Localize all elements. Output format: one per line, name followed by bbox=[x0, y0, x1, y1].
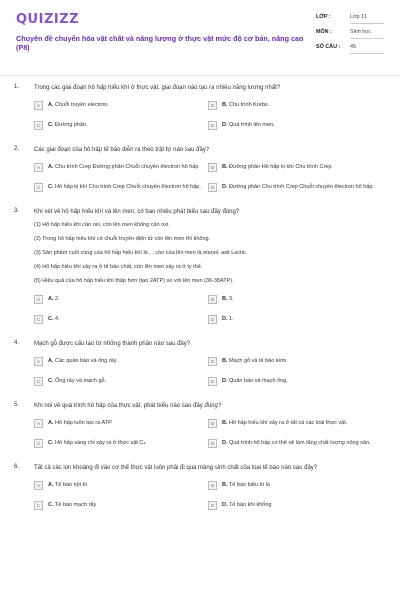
option-letter-box: B bbox=[208, 481, 217, 490]
option-text bbox=[222, 164, 339, 171]
answer-option-a[interactable] bbox=[34, 160, 208, 174]
option-letter-box: B bbox=[208, 295, 217, 304]
answer-option-a[interactable] bbox=[34, 292, 208, 306]
answer-option-c[interactable] bbox=[34, 374, 208, 388]
question-statement: (5) Hiệu quả của hô hấp hiếu khí thấp hơn (tạo 2ATP) so với lên men (36-38ATP). bbox=[34, 278, 234, 284]
option-prefix: D. bbox=[222, 183, 228, 190]
option-prefix: C. bbox=[48, 377, 54, 384]
question-text bbox=[34, 464, 382, 472]
option-text bbox=[222, 420, 353, 427]
option-prefix: C. bbox=[48, 183, 54, 190]
answer-options bbox=[34, 98, 382, 138]
option-prefix: A. bbox=[48, 419, 54, 426]
question-text-main: Khi nói về quá trình hô hấp của thực vật, phát biểu nào sau đây bbox=[34, 403, 203, 409]
option-text bbox=[48, 122, 94, 129]
option-text bbox=[222, 358, 294, 365]
answer-option-d[interactable] bbox=[208, 118, 382, 132]
option-prefix: A. bbox=[48, 481, 54, 488]
option-text bbox=[222, 482, 276, 489]
option-letter-box: C bbox=[34, 501, 43, 510]
option-prefix: B. bbox=[222, 295, 228, 302]
option-letter-box: D bbox=[208, 315, 217, 324]
option-prefix: D. bbox=[222, 377, 228, 384]
option-text bbox=[222, 502, 277, 509]
question-statement: (1) Hô hấp hiếu khí cần oxi, còn lên men không cần oxi. bbox=[34, 222, 170, 228]
question-list bbox=[0, 84, 400, 518]
option-prefix: D. bbox=[222, 121, 228, 128]
meta-row-count bbox=[316, 44, 384, 54]
question-text bbox=[34, 208, 382, 216]
question-text bbox=[34, 84, 382, 92]
meta-label: SỐ CÂU : bbox=[316, 44, 341, 50]
question-number: 6. bbox=[14, 464, 20, 470]
meta-value: 45 bbox=[350, 44, 384, 54]
question-text-main: Mạch gỗ được cấu tạo từ những thành phần nào sau đây? bbox=[34, 341, 191, 347]
question-number: 5. bbox=[14, 402, 20, 408]
answer-option-d[interactable] bbox=[208, 374, 382, 388]
option-prefix: C. bbox=[48, 501, 54, 508]
option-body: Mạch gỗ và tế bào kèm. bbox=[229, 357, 288, 364]
option-body: Chuỗi truyền electron. bbox=[55, 101, 109, 108]
option-prefix: B. bbox=[222, 481, 228, 488]
answer-option-b[interactable] bbox=[208, 98, 382, 112]
answer-options bbox=[34, 416, 382, 456]
option-prefix: C. bbox=[48, 315, 54, 322]
option-letter-box: D bbox=[208, 377, 217, 386]
option-text bbox=[48, 296, 66, 303]
answer-option-b[interactable] bbox=[208, 292, 382, 306]
option-body: Chu trình Crep Đường phân Chuỗi chuyền êlectron hô hấp bbox=[55, 163, 199, 170]
worksheet-meta bbox=[316, 14, 384, 59]
question-text-main: Trong các giai đoạn hô hấp hiếu khí ở thực vật, giai đoạn nào tạo ra nhiều năng lượng nhất? bbox=[34, 85, 281, 91]
answer-option-a[interactable] bbox=[34, 354, 208, 368]
question-text-emphasis: đúng? bbox=[204, 403, 222, 409]
option-prefix: B. bbox=[222, 419, 228, 426]
option-text bbox=[48, 164, 204, 171]
meta-row-subject bbox=[316, 29, 384, 39]
answer-option-b[interactable] bbox=[208, 478, 382, 492]
option-letter-box: C bbox=[34, 439, 43, 448]
question-text-main: Tất cả các ion khoáng đi vào cơ thể thực vật luôn phải đi qua màng sinh chất của loại tế bào nào sau đây? bbox=[34, 465, 318, 471]
option-letter-box: A bbox=[34, 101, 43, 110]
answer-option-a[interactable] bbox=[34, 478, 208, 492]
option-body: Hô hấp hiếu khí xảy ra ở tất cả các loài thực vật. bbox=[229, 419, 348, 426]
option-body: 4. bbox=[55, 315, 60, 322]
meta-label: LỚP : bbox=[316, 14, 331, 20]
option-letter-box: B bbox=[208, 419, 217, 428]
question-4 bbox=[0, 340, 400, 394]
question-1 bbox=[0, 84, 400, 138]
option-text bbox=[222, 378, 294, 385]
option-prefix: C. bbox=[48, 121, 54, 128]
option-letter-box: C bbox=[34, 121, 43, 130]
option-letter-box: B bbox=[208, 163, 217, 172]
answer-option-a[interactable] bbox=[34, 416, 208, 430]
option-text bbox=[48, 440, 152, 447]
question-statement: (4) Hô hấp hiếu khí xảy ra ở tế bào chất, còn lên men xảy ra ở ty thể. bbox=[34, 264, 203, 270]
answer-option-c[interactable] bbox=[34, 312, 208, 326]
meta-value: Sinh học bbox=[350, 29, 384, 39]
question-text-main: Khi xét về hô hấp hiếu khí và lên men, có bao nhiêu phát biểu sau đây đúng? bbox=[34, 209, 240, 215]
option-body: Tế bào biểu bì lá bbox=[228, 481, 270, 488]
header-divider bbox=[0, 75, 400, 76]
option-text bbox=[48, 316, 66, 323]
option-prefix: B. bbox=[222, 163, 228, 170]
option-body: Chu trình Krebs. bbox=[229, 101, 270, 108]
question-3 bbox=[0, 208, 400, 332]
option-body: Đường phân. bbox=[55, 121, 88, 128]
question-number: 3. bbox=[14, 208, 20, 214]
option-letter-box: D bbox=[208, 501, 217, 510]
meta-row-class bbox=[316, 14, 384, 24]
option-text bbox=[48, 378, 112, 385]
option-text bbox=[48, 358, 124, 365]
worksheet-title: Chuyên đề chuyển hóa vật chất và năng lượng ở thực vật mức độ cơ bản, nâng cao (P8) bbox=[16, 34, 304, 52]
option-body: Tế bào mạch rây bbox=[54, 501, 97, 508]
answer-option-d[interactable] bbox=[208, 180, 382, 194]
quizizz-logo: QUIZIZZ bbox=[16, 12, 80, 27]
option-text bbox=[222, 184, 380, 191]
option-letter-box: C bbox=[34, 183, 43, 192]
question-text bbox=[34, 146, 382, 154]
option-body: Hô hấp luôn tạo ra ATP. bbox=[55, 419, 113, 426]
option-body: Hô hấp sáng chỉ xảy ra ở thực vật C₄ bbox=[55, 439, 146, 446]
option-text bbox=[48, 420, 119, 427]
option-prefix: B. bbox=[222, 101, 228, 108]
answer-options bbox=[34, 292, 382, 332]
answer-options bbox=[34, 478, 382, 518]
question-number: 2. bbox=[14, 146, 20, 152]
question-2 bbox=[0, 146, 400, 200]
question-number: 1. bbox=[14, 84, 20, 90]
option-text bbox=[48, 102, 115, 109]
option-letter-box: D bbox=[208, 121, 217, 130]
answer-option-c[interactable] bbox=[34, 498, 208, 512]
answer-option-b[interactable] bbox=[208, 416, 382, 430]
answer-options bbox=[34, 354, 382, 394]
option-letter-box: D bbox=[208, 183, 217, 192]
answer-option-c[interactable] bbox=[34, 180, 208, 194]
answer-option-c[interactable] bbox=[34, 436, 208, 450]
option-text bbox=[222, 102, 275, 109]
answer-options bbox=[34, 160, 382, 200]
option-text bbox=[222, 296, 240, 303]
option-body: Đường phân Chu trình Crep Chuỗi chuyền êlectron hô hấp. bbox=[229, 183, 374, 190]
option-letter-box: C bbox=[34, 315, 43, 324]
option-letter-box: A bbox=[34, 481, 43, 490]
question-text bbox=[34, 340, 382, 348]
option-body: Quản bào và mạch ống. bbox=[229, 377, 288, 384]
option-text bbox=[48, 502, 102, 509]
question-5 bbox=[0, 402, 400, 456]
question-text bbox=[34, 402, 382, 410]
option-letter-box: C bbox=[34, 377, 43, 386]
option-body: Tế bào nội bì bbox=[54, 481, 88, 488]
option-text bbox=[48, 482, 93, 489]
answer-option-b[interactable] bbox=[208, 354, 382, 368]
answer-option-a[interactable] bbox=[34, 98, 208, 112]
option-text bbox=[222, 316, 240, 323]
meta-value: Lớp 11 bbox=[350, 14, 384, 24]
meta-label: MÔN : bbox=[316, 29, 332, 35]
worksheet-header bbox=[16, 12, 386, 76]
option-body: Đường phân Hô hấp kị khí Chu trình Crep. bbox=[229, 163, 333, 170]
question-statement: (3) Sản phẩm cuối cùng của hô hấp hiếu khí là , , còn của lên men là etanol, axit Lactic. bbox=[34, 250, 248, 256]
option-prefix: D. bbox=[222, 501, 228, 508]
option-letter-box: B bbox=[208, 357, 217, 366]
option-prefix: C. bbox=[48, 439, 54, 446]
option-letter-box: A bbox=[34, 295, 43, 304]
option-prefix: B. bbox=[222, 357, 228, 364]
answer-option-d[interactable] bbox=[208, 312, 382, 326]
question-statement: (2) Trong hô hấp hiếu khí có chuỗi truyền điện tử còn lên men thì không. bbox=[34, 236, 211, 242]
option-prefix: D. bbox=[222, 439, 228, 446]
option-prefix: D. bbox=[222, 315, 228, 322]
option-prefix: A. bbox=[48, 295, 54, 302]
option-letter-box: A bbox=[34, 163, 43, 172]
option-body: Quá trình hô hấp có thể sẽ làm tăng chất lượng nông sản. bbox=[229, 439, 371, 446]
option-text bbox=[48, 184, 207, 191]
answer-option-c[interactable] bbox=[34, 118, 208, 132]
option-body: Ống rây và mạch gỗ. bbox=[55, 377, 107, 384]
option-letter-box: B bbox=[208, 101, 217, 110]
option-prefix: A. bbox=[48, 163, 54, 170]
option-text bbox=[222, 122, 281, 129]
question-6 bbox=[0, 464, 400, 518]
option-prefix: A. bbox=[48, 357, 54, 364]
option-body: 3. bbox=[229, 295, 234, 302]
option-body: Các quản bào và ống rây. bbox=[55, 357, 118, 364]
option-letter-box: D bbox=[208, 439, 217, 448]
option-text bbox=[222, 440, 377, 447]
answer-option-d[interactable] bbox=[208, 498, 382, 512]
answer-option-b[interactable] bbox=[208, 160, 382, 174]
option-body: Hô hấp kị khí Chu trình Crep Chuỗi chuyền êlectron hô hấp. bbox=[55, 183, 201, 190]
option-letter-box: A bbox=[34, 357, 43, 366]
option-body: 2. bbox=[55, 295, 60, 302]
question-number: 4. bbox=[14, 340, 20, 346]
answer-option-d[interactable] bbox=[208, 436, 382, 450]
option-body: Quá trình lên men. bbox=[229, 121, 275, 128]
option-body: 1. bbox=[229, 315, 234, 322]
question-text-main: Các giai đoạn của hô hấp tế bào diễn ra theo trật tự nào sau đây? bbox=[34, 147, 210, 153]
option-body: Tế bào khí khổng bbox=[228, 501, 272, 508]
option-letter-box: A bbox=[34, 419, 43, 428]
option-prefix: A. bbox=[48, 101, 54, 108]
